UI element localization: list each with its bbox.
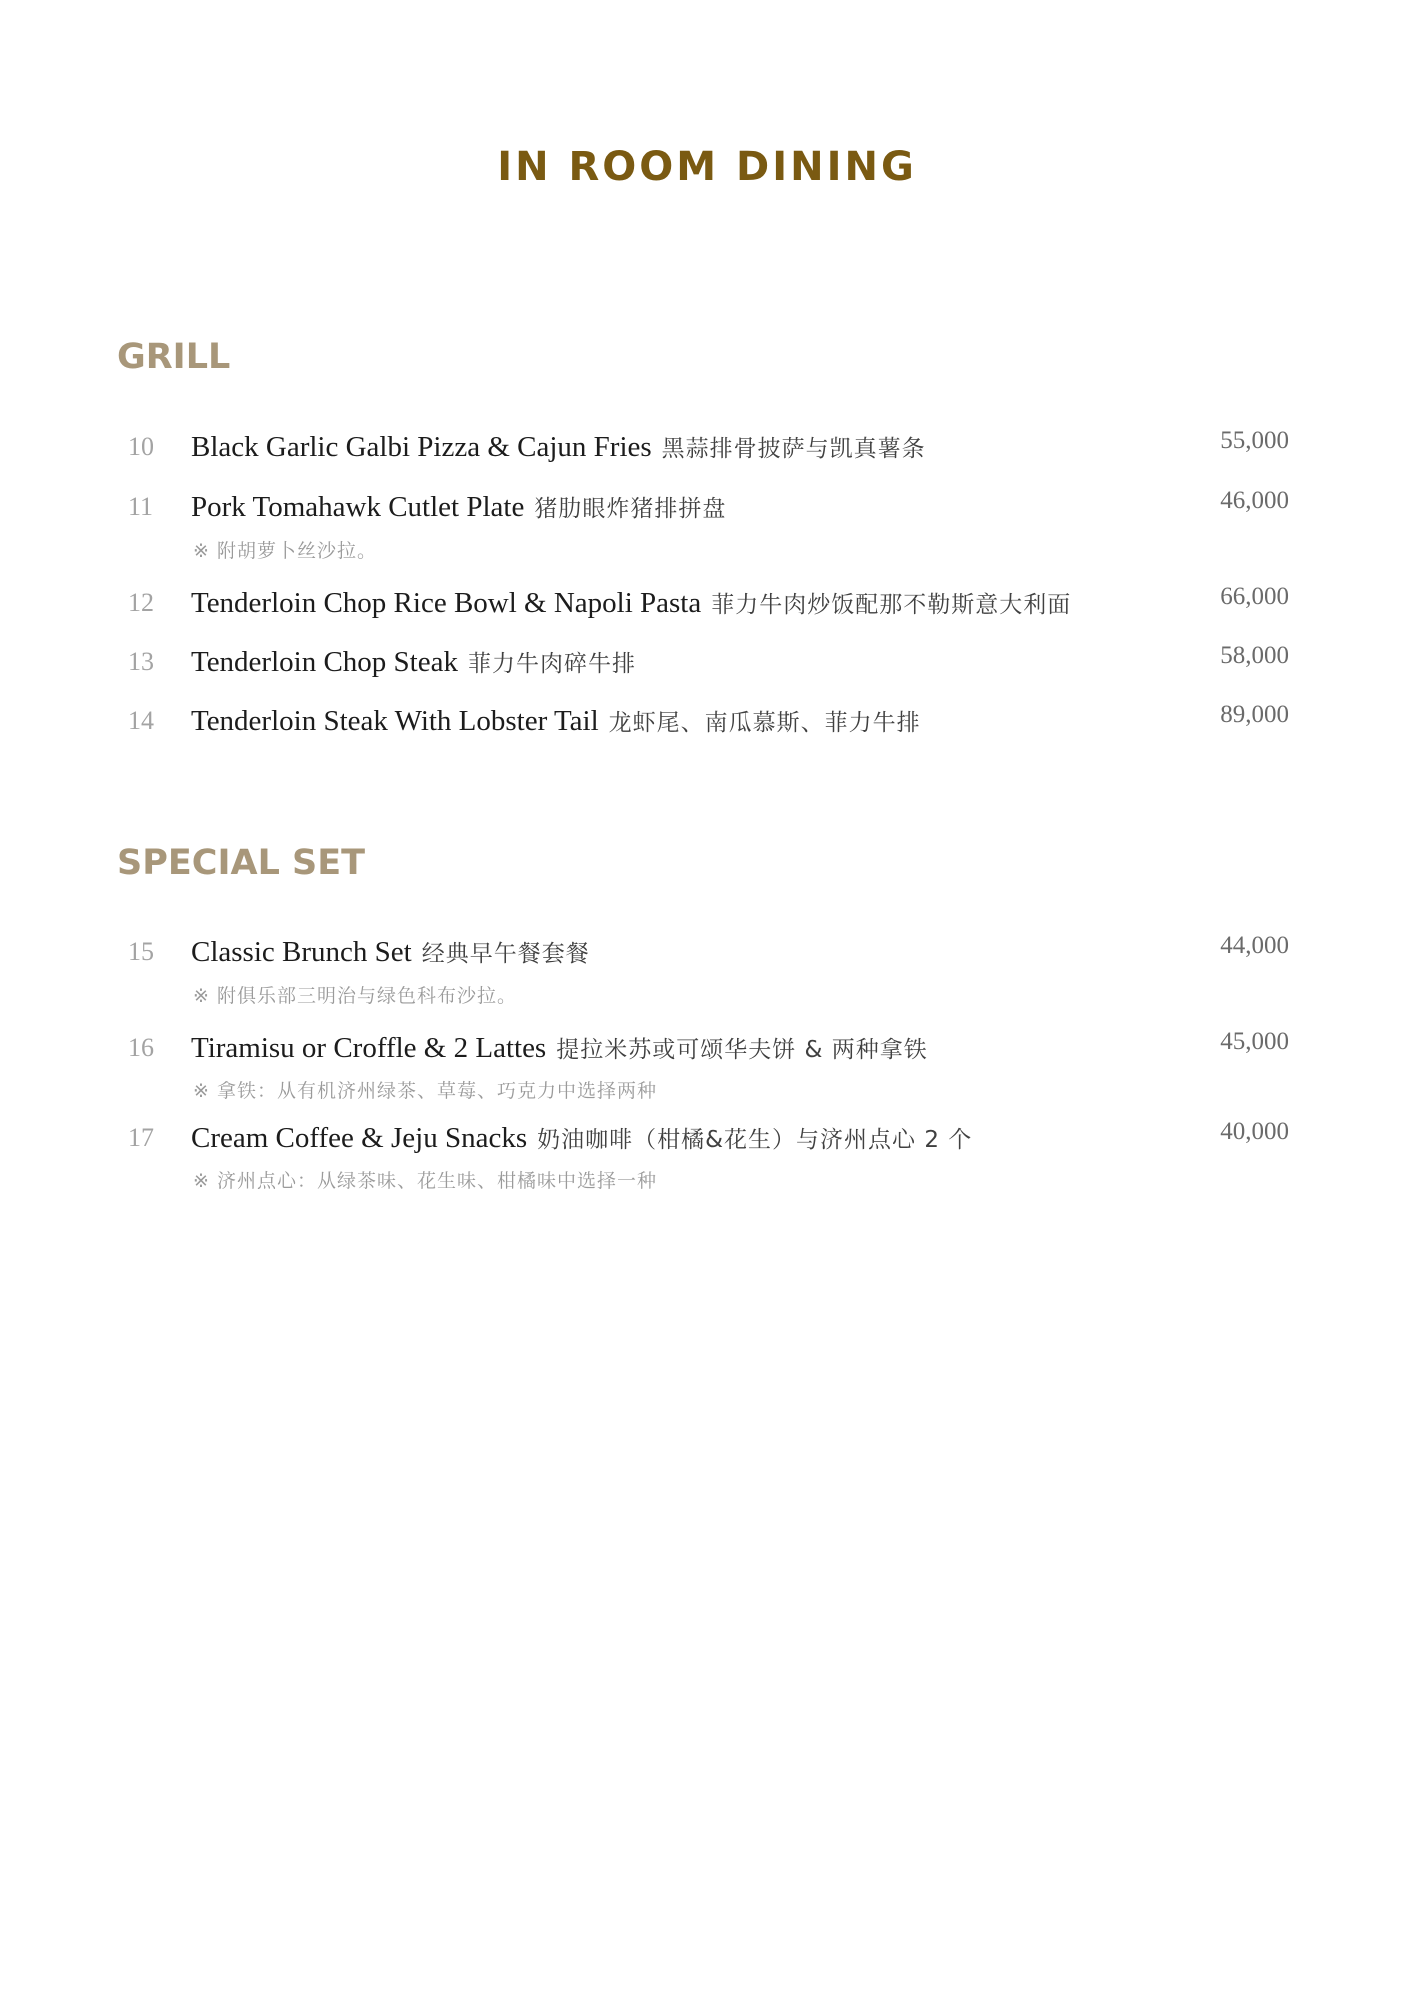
item-name-cn: 提拉米苏或可颂华夫饼 & 两种拿铁 <box>556 1037 928 1063</box>
item-name <box>191 930 590 976</box>
item-name <box>191 1116 972 1162</box>
menu-item <box>0 930 1414 974</box>
item-name <box>191 1026 928 1072</box>
menu-item <box>0 1026 1414 1070</box>
item-name <box>191 581 1071 627</box>
section-heading-grill: GRILL <box>117 337 231 377</box>
menu-item <box>0 581 1414 625</box>
item-number: 17 <box>128 1123 154 1152</box>
item-name-cn: 菲力牛肉炒饭配那不勒斯意大利面 <box>711 592 1072 618</box>
item-price: 89,000 <box>1220 701 1289 728</box>
item-name <box>191 699 921 745</box>
item-number: 11 <box>128 492 154 521</box>
item-name-cn: 奶油咖啡（柑橘&花生）与济州点心 2 个 <box>537 1127 973 1153</box>
item-name-en: Tenderloin Chop Steak <box>191 646 458 678</box>
item-name-cn: 菲力牛肉碎牛排 <box>467 651 636 677</box>
item-price: 44,000 <box>1220 932 1289 959</box>
menu-item <box>0 640 1414 684</box>
item-name-en: Tenderloin Chop Rice Bowl & Napoli Pasta <box>191 587 702 619</box>
item-note: ※ 济州点心：从绿茶味、花生味、柑橘味中选择一种 <box>193 1170 657 1192</box>
item-name-cn: 经典早午餐套餐 <box>421 941 590 967</box>
item-price: 58,000 <box>1220 642 1289 669</box>
item-number: 14 <box>128 706 154 735</box>
item-name <box>191 640 636 686</box>
item-note: ※ 附胡萝卜丝沙拉。 <box>193 540 377 562</box>
item-name-en: Cream Coffee & Jeju Snacks <box>191 1122 528 1154</box>
item-price: 46,000 <box>1220 487 1289 514</box>
page-title: IN ROOM DINING <box>497 144 917 190</box>
item-note: ※ 拿铁：从有机济州绿茶、草莓、巧克力中选择两种 <box>193 1080 657 1102</box>
item-number: 10 <box>128 432 154 461</box>
item-name-en: Pork Tomahawk Cutlet Plate <box>191 491 525 523</box>
item-note: ※ 附俱乐部三明治与绿色科布沙拉。 <box>193 985 517 1007</box>
item-name-cn: 龙虾尾、南瓜慕斯、菲力牛排 <box>608 710 921 736</box>
section-heading-special-set: SPECIAL SET <box>117 843 366 883</box>
item-price: 66,000 <box>1220 583 1289 610</box>
item-number: 13 <box>128 647 154 676</box>
item-number: 12 <box>128 588 154 617</box>
item-name-en: Tenderloin Steak With Lobster Tail <box>191 705 599 737</box>
menu-item <box>0 699 1414 743</box>
menu-item <box>0 1116 1414 1160</box>
item-name <box>191 425 926 471</box>
item-price: 55,000 <box>1220 427 1289 454</box>
menu-item <box>0 485 1414 529</box>
item-number: 15 <box>128 937 154 966</box>
item-name-cn: 猪肋眼炸猪排拼盘 <box>534 496 727 522</box>
item-name <box>191 485 726 531</box>
item-price: 45,000 <box>1220 1028 1289 1055</box>
item-name-en: Tiramisu or Croffle & 2 Lattes <box>191 1032 547 1064</box>
menu-item <box>0 425 1414 469</box>
item-name-cn: 黑蒜排骨披萨与凯真薯条 <box>661 436 926 462</box>
item-number: 16 <box>128 1033 154 1062</box>
item-name-en: Classic Brunch Set <box>191 936 412 968</box>
item-price: 40,000 <box>1220 1118 1289 1145</box>
item-name-en: Black Garlic Galbi Pizza & Cajun Fries <box>191 431 652 463</box>
